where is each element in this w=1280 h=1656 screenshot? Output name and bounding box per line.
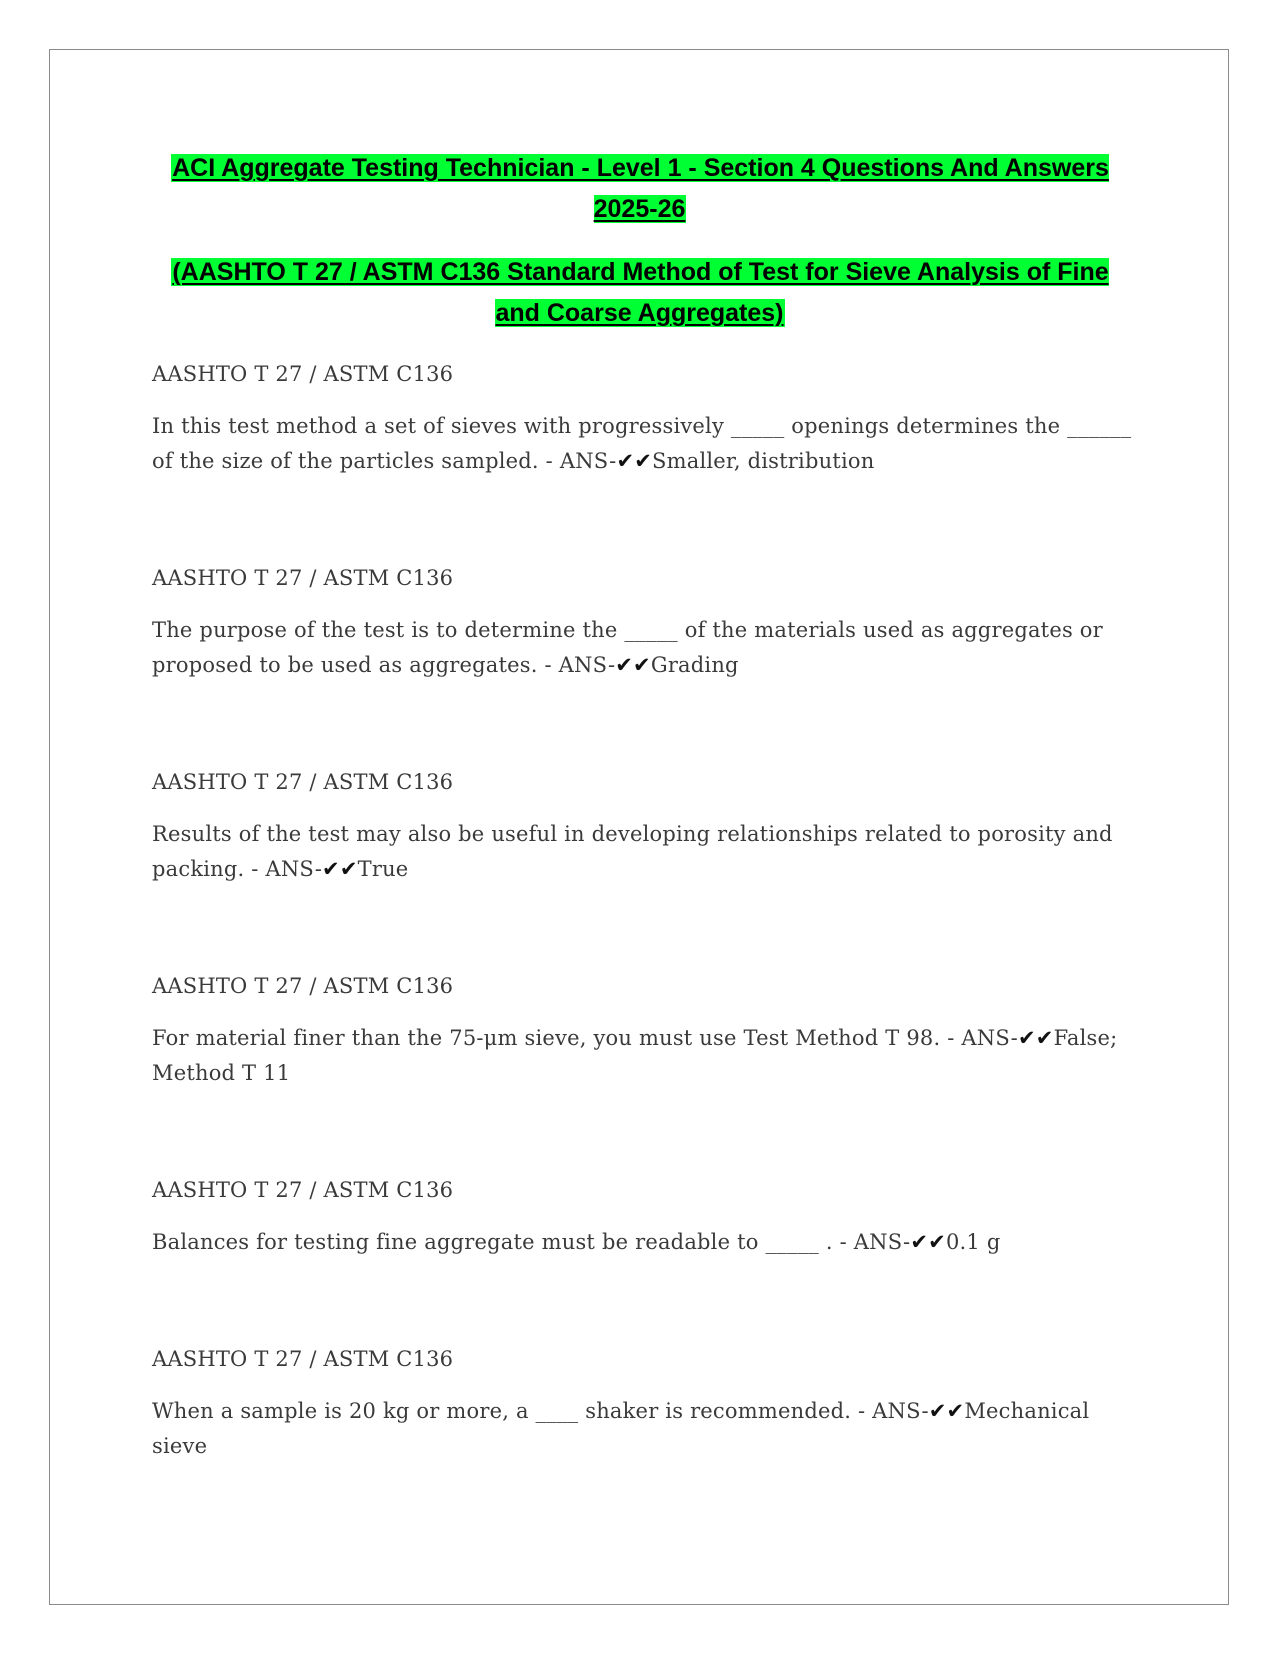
document-subtitle [150, 252, 1130, 334]
qa-item-3 [152, 767, 1132, 887]
qa-heading: AASHTO T 27 / ASTM C136 [152, 1178, 454, 1202]
qa-item-5 [152, 1175, 1132, 1260]
question-text: When a sample is 20 kg or more, a ____ shaker is recommended. - ANS- [152, 1399, 929, 1423]
answer-text: 0.1 g [945, 1230, 1001, 1254]
check-icon: ✔✔ [928, 1399, 965, 1423]
qa-heading: AASHTO T 27 / ASTM C136 [152, 770, 454, 794]
qa-heading: AASHTO T 27 / ASTM C136 [152, 566, 454, 590]
qa-question [152, 1021, 1132, 1091]
question-text: Balances for testing fine aggregate must be readable to _____ . - ANS- [152, 1230, 911, 1254]
qa-question [152, 817, 1132, 887]
question-text: The purpose of the test is to determine the _____ of the materials used as aggregates or proposed to be used as aggregates. - ANS- [152, 618, 1103, 677]
answer-text: Smaller, distribution [652, 449, 875, 473]
check-icon: ✔✔ [322, 857, 358, 881]
qa-item-1 [152, 359, 1132, 479]
check-icon: ✔✔ [616, 449, 653, 473]
qa-heading: AASHTO T 27 / ASTM C136 [152, 974, 454, 998]
answer-text: False; Method T 11 [152, 1026, 1118, 1085]
qa-item-4 [152, 971, 1132, 1091]
document-title [150, 148, 1130, 230]
qa-question [152, 613, 1132, 683]
document-title-text: ACI Aggregate Testing Technician - Level 1 - Section 4 Questions And Answers 2025-26 [172, 154, 1109, 223]
qa-heading: AASHTO T 27 / ASTM C136 [152, 362, 454, 386]
check-icon: ✔✔ [910, 1230, 946, 1254]
qa-item-6 [152, 1344, 1132, 1464]
qa-question [152, 409, 1132, 479]
qa-question [152, 1225, 1132, 1260]
question-text: In this test method a set of sieves with progressively _____ openings determines the ______ of the size of the particles sampled. - ANS- [152, 414, 1132, 473]
check-icon: ✔✔ [615, 653, 651, 677]
document-subtitle-text: (AASHTO T 27 / ASTM C136 Standard Method of Test for Sieve Analysis of Fine and Coarse Aggregates) [172, 258, 1109, 327]
qa-heading: AASHTO T 27 / ASTM C136 [152, 1347, 454, 1371]
answer-text: True [357, 857, 409, 881]
check-icon: ✔✔ [1017, 1026, 1054, 1050]
answer-text: Grading [650, 653, 739, 677]
question-text: For material finer than the 75-μm sieve, you must use Test Method T 98. - ANS- [152, 1026, 1018, 1050]
qa-item-2 [152, 563, 1132, 683]
question-text: Results of the test may also be useful in developing relationships related to porosity and packing. - ANS- [152, 822, 1113, 881]
qa-question [152, 1394, 1132, 1464]
answer-text: Mechanical sieve [152, 1399, 1090, 1458]
